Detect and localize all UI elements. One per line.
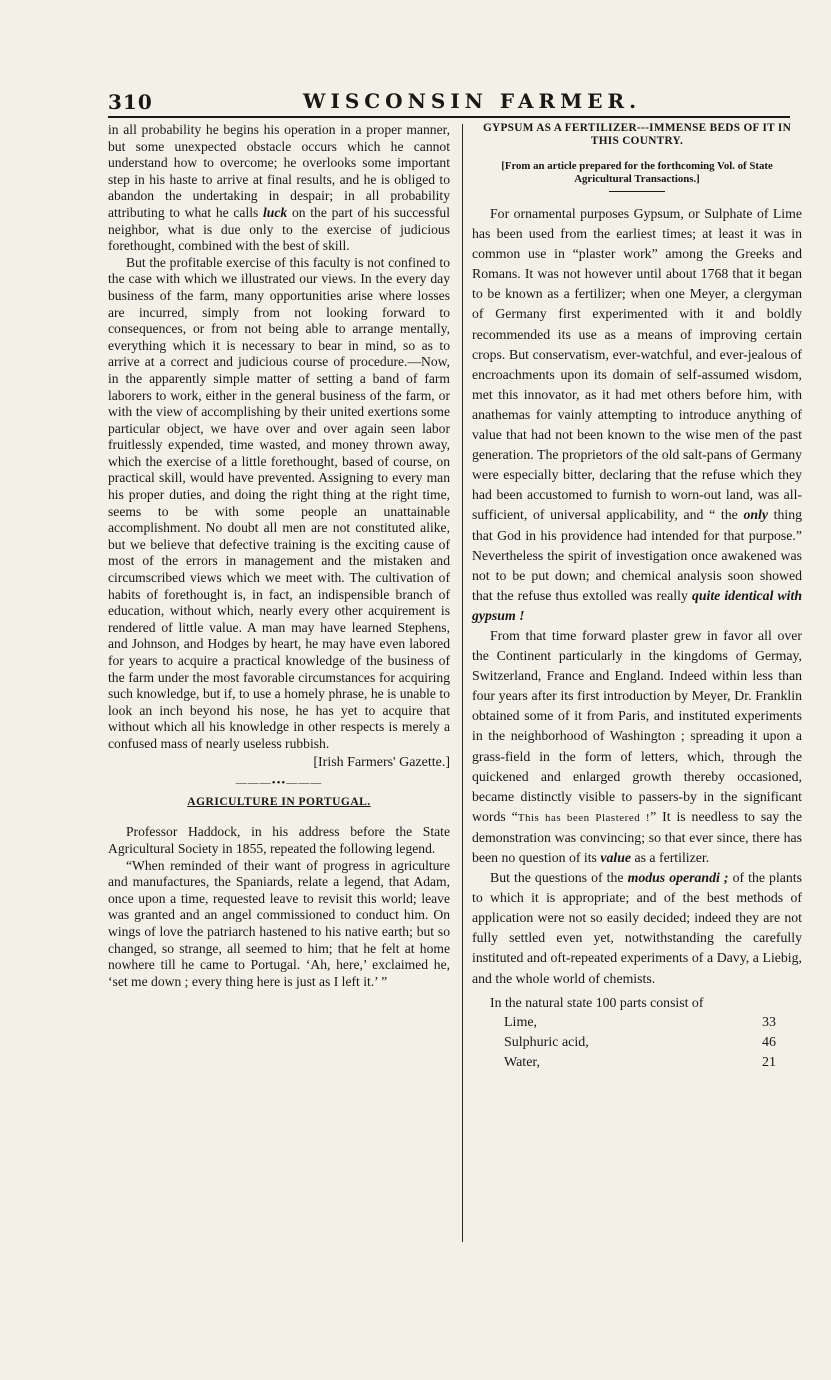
analysis-row: Sulphuric acid, 46 bbox=[504, 1034, 776, 1050]
gypsum-paragraph-2: From that time forward plaster grew in favor all over the Continent particularly in the kingdoms of Germay, Switzerland, France and England. Indeed within less than four years after its first introduction by Meyer, Dr. Franklin obtained some of it from Paris, and instituted experiments in the neighborhood of Washington ; spreading it upon a grass-field in the form of letters, which, through the quickened and enlarged growth thereby occasioned, became distinctly visible to passers-by in the significant words “This has been Plastered !” It is needless to say the demonstration was convincing; so that ever since, there has been no question of its value as a fertilizer. bbox=[472, 627, 802, 865]
analysis-row: Water, 21 bbox=[504, 1054, 776, 1070]
quite-identical-emphasis: quite identical with gypsum ! bbox=[472, 587, 802, 623]
modus-operandi-emphasis: modus operandi ; bbox=[627, 870, 729, 886]
heading-gypsum-as-fertilizer: GYPSUM AS A FERTILIZER---IMMENSE BEDS OF IT IN THIS COUNTRY. bbox=[482, 122, 792, 147]
portugal-paragraph-1: Professor Haddock, in his address before the State Agricultural Society in 1855, repeated the following legend. bbox=[108, 824, 450, 856]
source-rule bbox=[609, 191, 665, 192]
plastered-words: This has been Plastered ! bbox=[517, 811, 651, 824]
analysis-intro: In the natural state 100 parts consist of bbox=[490, 994, 704, 1010]
section-divider: ———•••——— bbox=[235, 777, 323, 790]
only-emphasis: only bbox=[743, 507, 768, 523]
value-emphasis: value bbox=[600, 850, 632, 865]
left-paragraph-2: But the profitable exercise of this faculty is not confined to the case with which we illustrated our views. In the every day business of the farm, many opportunities arise where losses are incurred, simply from not looking forward to consequences, or from not being able to arrange mentally, everything which it is necessary to bear in mind, so as to arrive at a correct and judicious course of procedure.—Now, in the apparently simple matter of setting a band of farm laborers to work, either in the general business of the farm, or with the view of accomplishing by their united exertions some particular object, we have over and over again seen labor fruitlessly expended, time wasted, and money thrown away, which the exercise of a little forethought, based of course, on practical skill, would have prevented. Assigning to every man his proper duties, and doing the right thing at the right time, seems to be with some people an unattainable accomplishment. No doubt all men are not constituted alike, but we believe that defective training is the exciting cause of most of the errors in management and the mistaken and circumscribed views which we meet with. The cultivation of habits of forethought is, in fact, an indispensible branch of education, without which, nearly every other acquirement is rendered of little value. A man may have learned Stephens, and Johnson, and Hodges by heart, he may have even labored for years to acquire a practical knowledge of the business of the farm under the most favorable circumstances for acquiring such knowledge, but if, to use a homely phrase, he is unable to look an inch beyond his nose, he has yet to acquire that without which all his knowledge in other respects is merely a confused mass of nearly useless rubbish. bbox=[108, 254, 450, 751]
analysis-table bbox=[504, 1013, 776, 1073]
heading-agriculture-in-portugal: AGRICULTURE IN PORTUGAL. bbox=[187, 795, 371, 808]
column-divider bbox=[462, 124, 463, 1242]
left-paragraph-1: in all probability he begins his operation in a proper manner, but some unexpected obstacle occurs which he cannot understand how to overcome; he overlooks some important step in his haste to arrive at final results, and he is obliged to abandon the undertaking in despair; in all probability attributing to what he calls luck on the part of his successful neighbor, what is due only to the exercise of judicious forethought, combined with the best of skill. bbox=[108, 122, 450, 254]
gypsum-paragraph-1: For ornamental purposes Gypsum, or Sulphate of Lime has been used from the earliest times; at least it was in common use in “plaster work” among the Greeks and Romans. It was not however until about 1768 that it began to be known as a fertilizer; when one Meyer, a clergyman of Germany first experimented with it and boldly recommended its use as a means of improving certain crops. But conservatism, ever-watchful, and ever-jealous of encroachments upon its domain of self-assumed wisdom, met this innovator, as it had met others before him, with anathemas for vainly attempting to introduce anything of value that had not been known to the wise men of the past generation. The proprietors of the old salt-pans of Germany were especially bitter, declaring that the refuse which they had been accustomed to furnish to worn-out land, was all-sufficient, of universal applicability, and “ the only thing that God in his providence had intended for that purpose.” Nevertheless the spirit of investigation once awakened was not to be put down; and chemical analysis soon showed that the refuse thus extolled was really quite identical with gypsum ! bbox=[472, 206, 803, 623]
right-column bbox=[472, 122, 802, 1073]
luck-emphasis: luck bbox=[263, 204, 288, 220]
page-number: 310 bbox=[108, 90, 153, 114]
gypsum-paragraph-3: But the questions of the modus operandi ; of the plants to which it is appropriate; and of the best methods of application were not so easily decided; indeed they are not fully settled even yet, notwithstanding the carefully instituted and oft-repeated experiments of a Davy, a Liebig, and the whole world of chemists. bbox=[472, 870, 803, 986]
page-header bbox=[108, 88, 790, 118]
portugal-legend-quote: “When reminded of their want of progress in agriculture and manufactures, the Spaniards, relate a legend, that Adam, once upon a time, requested leave to revisit this world; leave was granted and an angel commissioned to conduct him. On wings of love the patriarch hastened to his native earth; but so changed, so strange, all seemed to him; that he felt at home nowhere till he came to Portugal. ‘Ah, here,’ exclaimed he, ‘set me down ; every thing here is just as I left it.’ ” bbox=[108, 857, 450, 989]
attribution-irish-farmers-gazette: [Irish Farmers' Gazette.] bbox=[313, 754, 450, 770]
analysis-row: Lime, 33 bbox=[504, 1014, 776, 1030]
publication-title: WISCONSIN FARMER. bbox=[303, 89, 642, 113]
source-note: [From an article prepared for the forthcoming Vol. of State Agricultural Transactions.] bbox=[501, 160, 773, 185]
left-column bbox=[108, 122, 450, 990]
